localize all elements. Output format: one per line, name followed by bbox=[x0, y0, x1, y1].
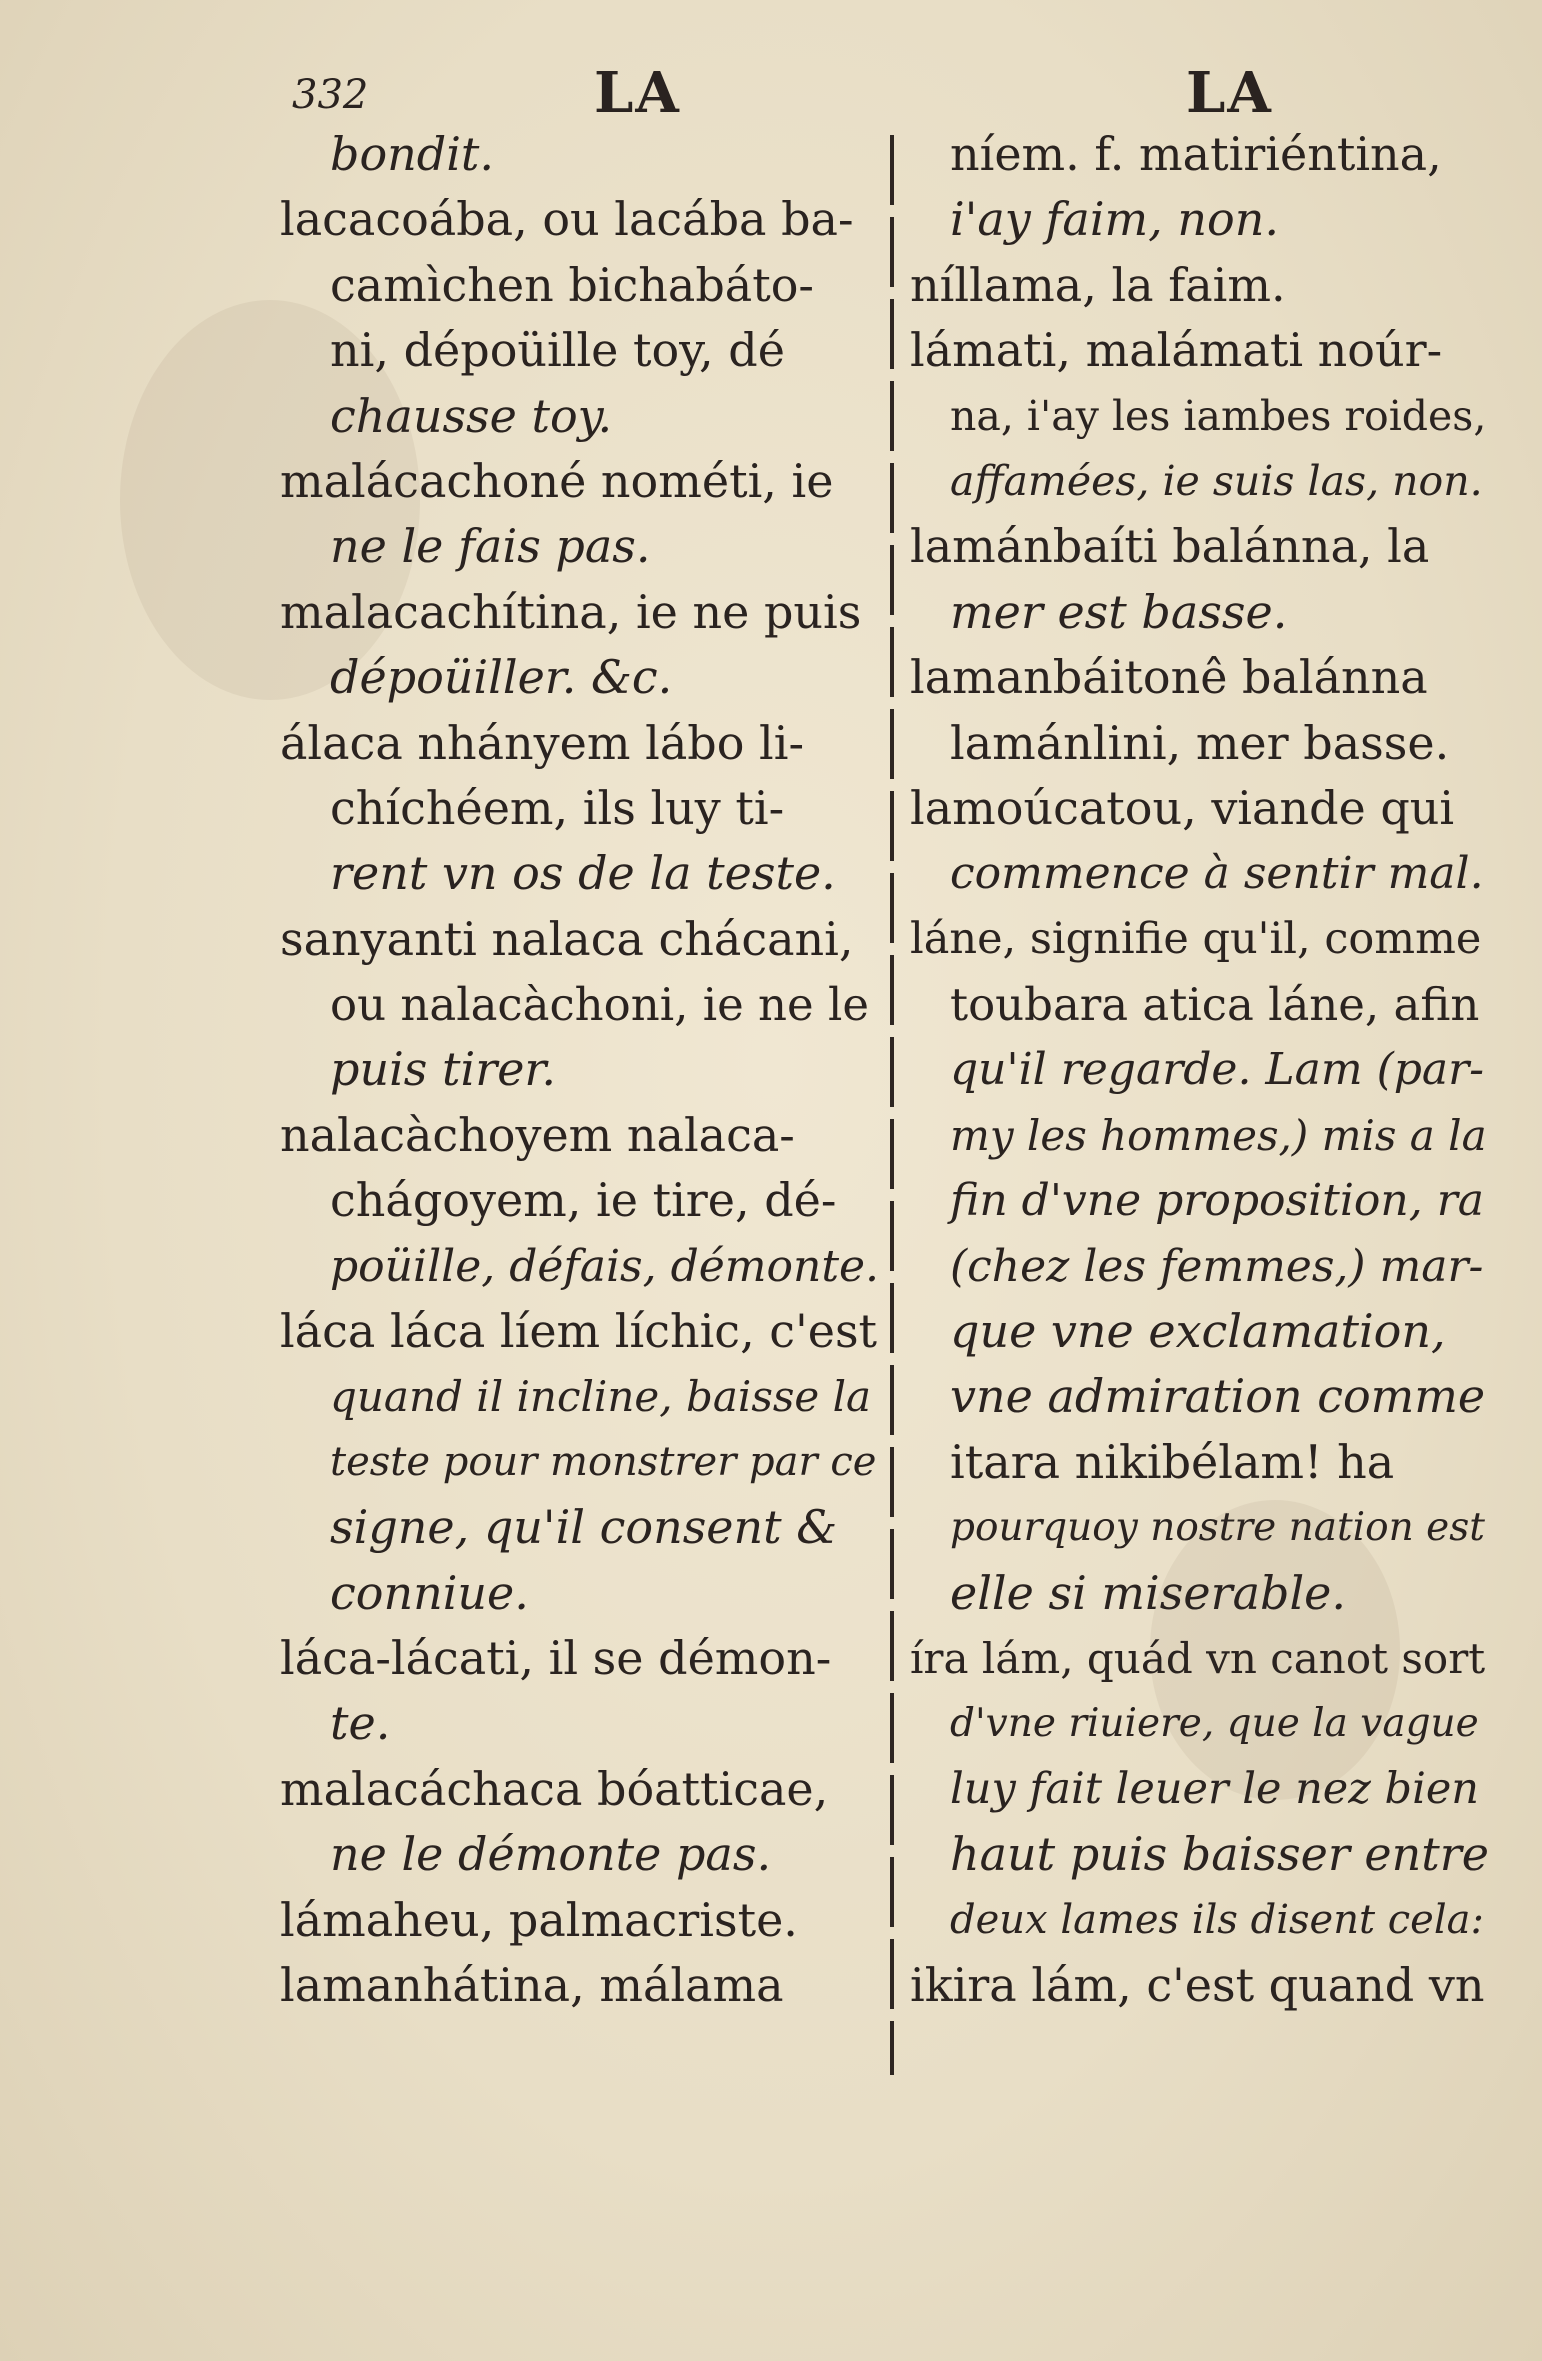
dictionary-line: chausse toy. bbox=[330, 388, 613, 443]
dictionary-line: dépoüiller. &c. bbox=[330, 650, 673, 705]
dictionary-line: chíchéem, ils luy ti- bbox=[330, 780, 785, 835]
dictionary-line: poüille, défais, démonte. bbox=[330, 1240, 880, 1292]
dictionary-line: níllama, la faim. bbox=[910, 257, 1286, 312]
dictionary-line: quand il incline, baisse la bbox=[330, 1372, 872, 1422]
dictionary-line: malacáchaca bóatticae, bbox=[280, 1761, 829, 1816]
dictionary-line: sanyanti nalaca chácani, bbox=[280, 911, 854, 966]
dictionary-line: commence à sentir mal. bbox=[950, 848, 1484, 900]
dictionary-line: ikira lám, c'est quand vn bbox=[910, 1957, 1485, 2012]
dictionary-line: que vne exclamation, bbox=[950, 1304, 1446, 1359]
dictionary-line: pourquoy nostre nation est bbox=[950, 1505, 1485, 1551]
left-column bbox=[280, 122, 880, 2082]
dictionary-line: haut puis baisser entre bbox=[950, 1827, 1489, 1882]
dictionary-line: níem. f. matiriéntina, bbox=[950, 127, 1442, 181]
dictionary-line: luy fait leuer le nez bien bbox=[950, 1763, 1479, 1814]
dictionary-line: teste pour monstrer par ce bbox=[330, 1438, 877, 1485]
dictionary-line: vne admiration comme bbox=[950, 1369, 1486, 1424]
dictionary-line: lamoúcatou, viande qui bbox=[910, 780, 1455, 835]
dictionary-line: affamées, ie suis las, non. bbox=[950, 456, 1483, 505]
dictionary-line: conniue. bbox=[330, 1565, 529, 1620]
dictionary-line: láne, signifie qu'il, comme bbox=[910, 913, 1482, 964]
dictionary-line: íra lám, quád vn canot sort bbox=[910, 1633, 1486, 1683]
dictionary-line: elle si miserable. bbox=[950, 1565, 1347, 1620]
dictionary-line: lamánbaíti balánna, la bbox=[910, 519, 1430, 574]
dictionary-line: lamanhátina, málama bbox=[280, 1957, 784, 2012]
right-column bbox=[910, 122, 1490, 2082]
dictionary-line: láca-lácati, il se démon- bbox=[280, 1630, 832, 1685]
dictionary-line: bondit. bbox=[330, 127, 495, 181]
dictionary-line: qu'il regarde. Lam (par- bbox=[950, 1044, 1485, 1096]
dictionary-line: i'ay faim, non. bbox=[950, 192, 1279, 247]
dictionary-line: signe, qu'il consent & bbox=[330, 1500, 838, 1555]
dictionary-line: camìchen bichabáto- bbox=[330, 257, 814, 312]
dictionary-line: lamanbáitonê balánna bbox=[910, 650, 1428, 705]
dictionary-line: malácachoné nométi, ie bbox=[280, 453, 834, 508]
dictionary-line: lamánlini, mer basse. bbox=[950, 715, 1450, 770]
dictionary-line: itara nikibélam! ha bbox=[950, 1434, 1395, 1489]
dictionary-line: lámaheu, palmacriste. bbox=[280, 1892, 798, 1947]
dictionary-line: ou nalacàchoni, ie ne le bbox=[330, 978, 869, 1032]
dictionary-line: fin d'vne proposition, ra bbox=[950, 1175, 1484, 1227]
dictionary-line: mer est basse. bbox=[950, 584, 1288, 639]
dictionary-line: láca láca líem líchic, c'est bbox=[280, 1304, 878, 1359]
dictionary-line: d'vne riuiere, que la vague bbox=[950, 1701, 1479, 1747]
dictionary-line: puis tirer. bbox=[330, 1042, 556, 1097]
dictionary-line: malacachítina, ie ne puis bbox=[280, 584, 862, 639]
dictionary-line: na, i'ay les iambes roides, bbox=[950, 391, 1487, 440]
dictionary-line: ne le démonte pas. bbox=[330, 1827, 772, 1882]
dictionary-line: chágoyem, ie tire, dé- bbox=[330, 1173, 837, 1228]
dictionary-line: rent vn os de la teste. bbox=[330, 846, 836, 901]
running-head-right: LA bbox=[1186, 60, 1273, 126]
dictionary-line: te. bbox=[330, 1696, 391, 1751]
dictionary-line: deux lames ils disent cela: bbox=[950, 1896, 1484, 1943]
dictionary-line: ne le fais pas. bbox=[330, 519, 651, 574]
dictionary-line: lacacoába, ou lacába ba- bbox=[280, 192, 854, 247]
running-head-left: LA bbox=[594, 60, 681, 126]
dictionary-line: ni, dépoüille toy, dé bbox=[330, 323, 785, 378]
page-number: 332 bbox=[292, 72, 369, 118]
dictionary-line: toubara atica láne, afin bbox=[950, 978, 1480, 1032]
dictionary-line: (chez les femmes,) mar- bbox=[950, 1240, 1484, 1292]
dictionary-line: my les hommes,) mis a la bbox=[950, 1110, 1487, 1160]
dictionary-line: nalacàchoyem nalaca- bbox=[280, 1107, 795, 1162]
dictionary-line: álaca nhányem lábo li- bbox=[280, 715, 804, 770]
column-rule bbox=[890, 135, 894, 2075]
dictionary-line: lámati, malámati noúr- bbox=[910, 323, 1443, 378]
